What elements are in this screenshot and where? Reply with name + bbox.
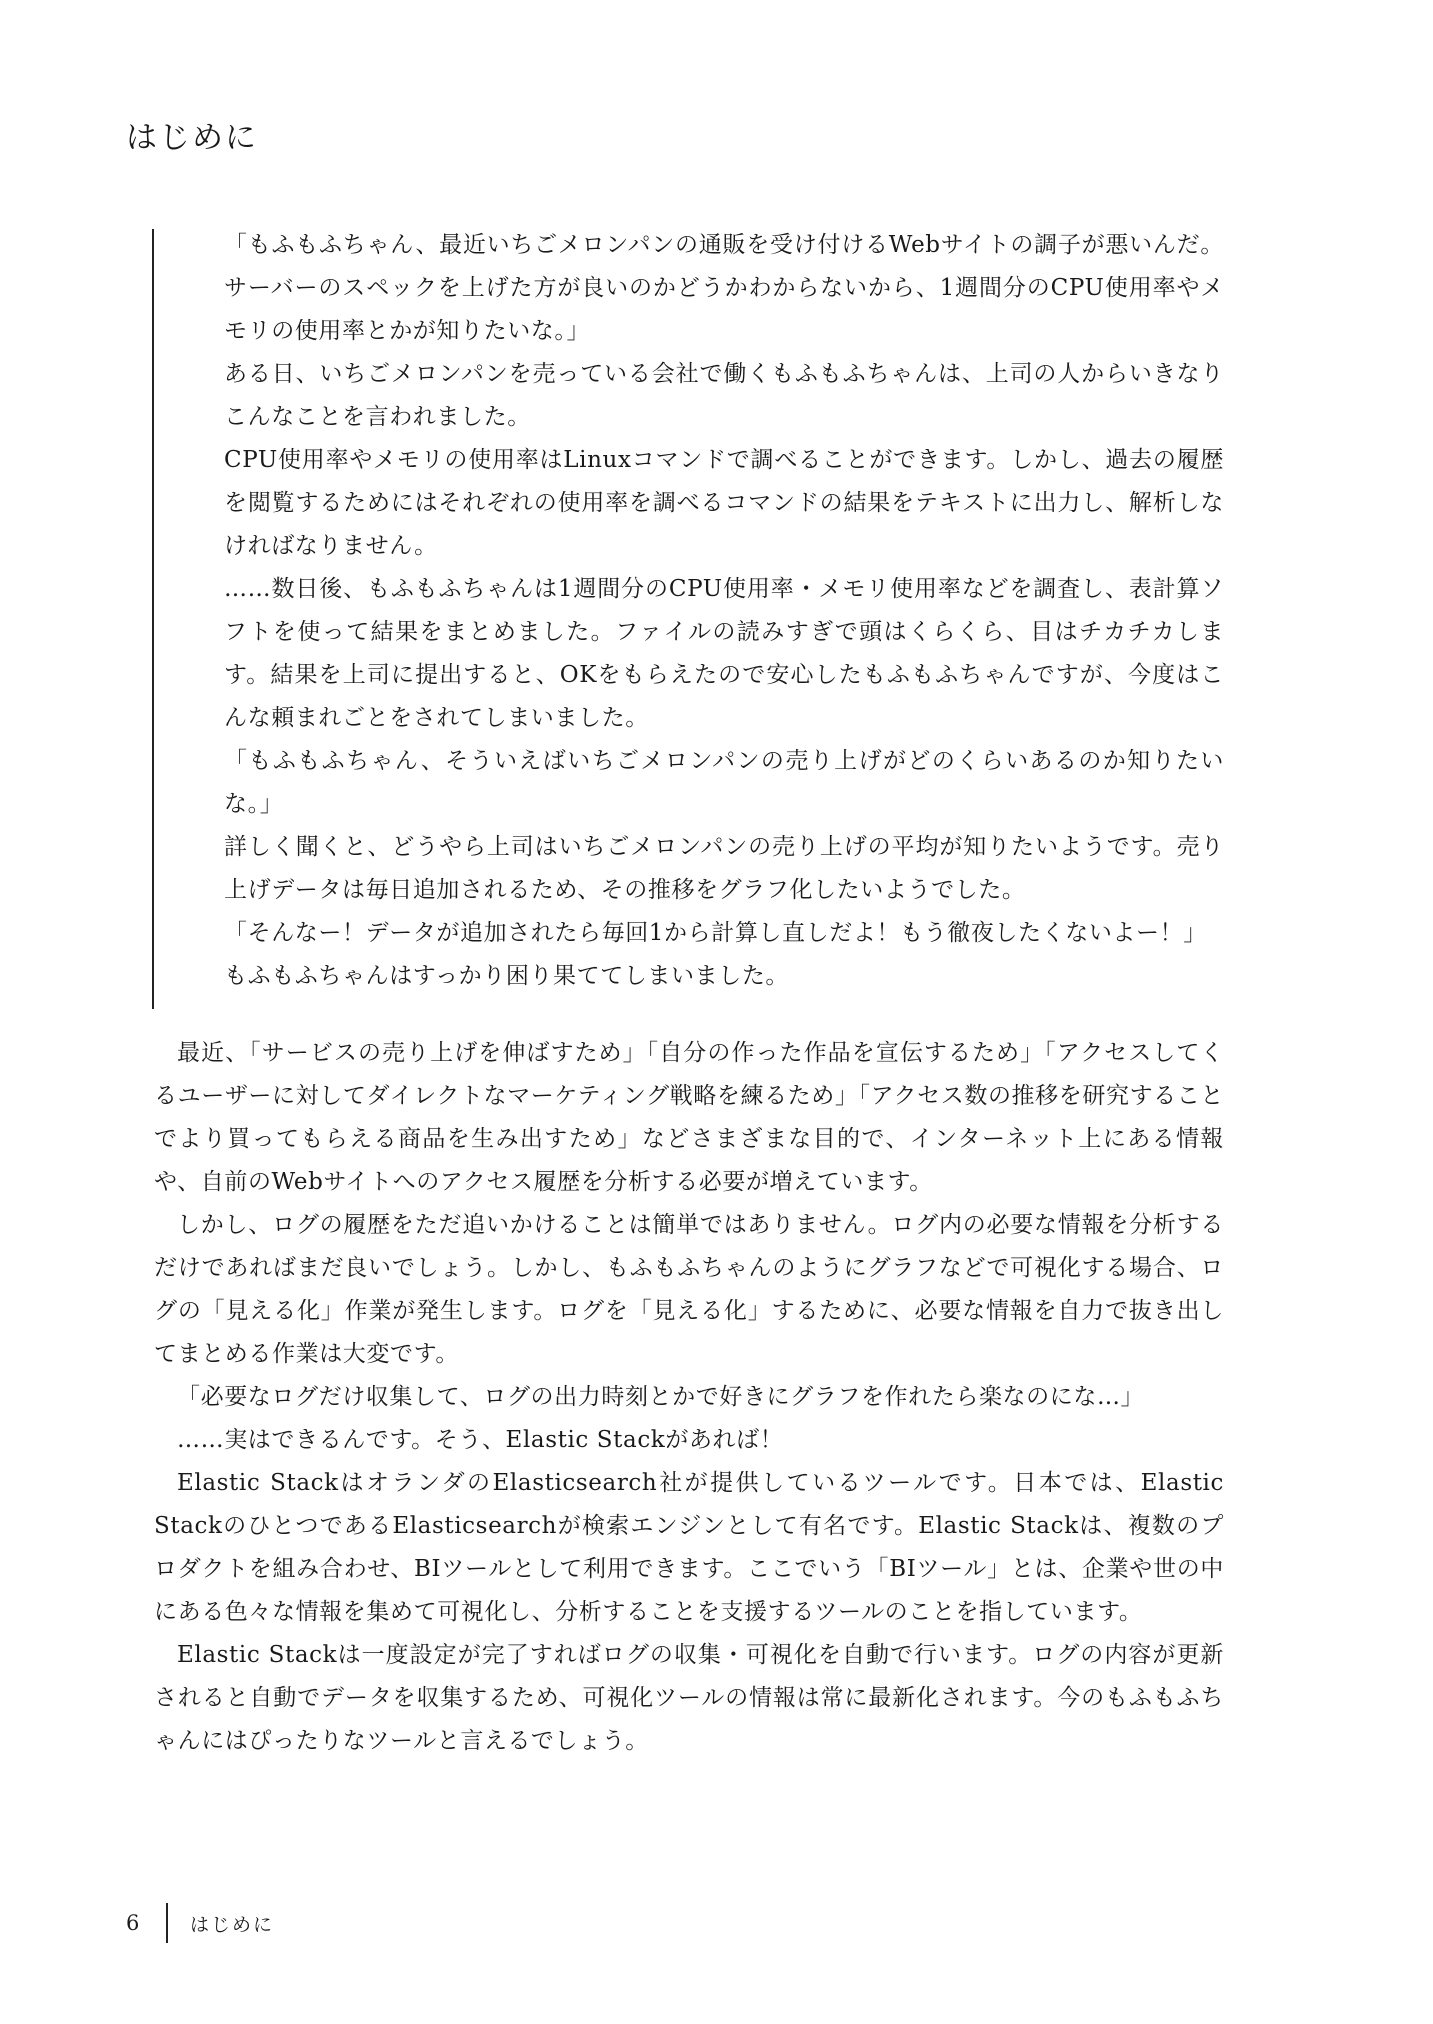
body-paragraph: しかし、ログの履歴をただ追いかけることは簡単ではありません。ログ内の必要な情報を分析するだけであればまだ良いでしょう。しかし、もふもふちゃんのようにグラフなどで可視化する場合、ログの「見える化」作業が発生します。ログを「見える化」するために、必要な情報を自力で抜き出してまとめる作業は大変です。 xyxy=(154,1212,1224,1367)
footer-divider xyxy=(166,1903,168,1943)
page-footer xyxy=(126,1902,274,1944)
running-head: はじめに xyxy=(190,1913,275,1936)
body-paragraph: Elastic StackはオランダのElasticsearch社が提供しているツールです。日本では、Elastic StackのひとつであるElasticsearchが検索エンジンとして有名です。Elastic Stackは、複数のプロダクトを組み合わせ、BIツールとして利用できます。ここでいう「BIツール」とは、企業や世の中にある色々な情報を集めて可視化し、分析することを支援するツールのことを指しています。 xyxy=(154,1470,1224,1625)
page-title: はじめに xyxy=(126,120,258,156)
body-text xyxy=(154,1032,1224,1763)
body-paragraph: ……実はできるんです。そう、Elastic Stackがあれば！ xyxy=(177,1427,784,1453)
quote-paragraph: ある日、いちごメロンパンを売っている会社で働くもふもふちゃんは、上司の人からいきなりこんなことを言われました。 xyxy=(224,361,1224,430)
body-paragraph: 最近、「サービスの売り上げを伸ばすため」「自分の作った作品を宣伝するため」「アクセスしてくるユーザーに対してダイレクトなマーケティング戦略を練るため」「アクセス数の推移を研究することでより買ってもらえる商品を生み出すため」などさまざまな目的で、インターネット上にある情報や、自前のWebサイトへのアクセス履歴を分析する必要が増えています。 xyxy=(154,1040,1224,1195)
quote-paragraph: もふもふちゃんはすっかり困り果ててしまいました。 xyxy=(224,963,790,989)
quote-paragraph: 「もふもふちゃん、そういえばいちごメロンパンの売り上げがどのくらいあるのか知りたいな。」 xyxy=(224,748,1224,817)
quote-paragraph: 「もふもふちゃん、最近いちごメロンパンの通販を受け付けるWebサイトの調子が悪いんだ。サーバーのスペックを上げた方が良いのかどうかわからないから、1週間分のCPU使用率やメモリの使用率とかが知りたいな。」 xyxy=(224,232,1224,344)
body-paragraph: Elastic Stackは一度設定が完了すればログの収集・可視化を自動で行います。ログの内容が更新されると自動でデータを収集するため、可視化ツールの情報は常に最新化されます。今のもふもふちゃんにはぴったりなツールと言えるでしょう。 xyxy=(154,1642,1224,1754)
quote-paragraph: 詳しく聞くと、どうやら上司はいちごメロンパンの売り上げの平均が知りたいようです。売り上げデータは毎日追加されるため、その推移をグラフ化したいようでした。 xyxy=(224,834,1224,903)
quote-paragraph: CPU使用率やメモリの使用率はLinuxコマンドで調べることができます。しかし、過去の履歴を閲覧するためにはそれぞれの使用率を調べるコマンドの結果をテキストに出力し、解析しなければなりません。 xyxy=(224,447,1224,559)
quote-paragraph: ……数日後、もふもふちゃんは1週間分のCPU使用率・メモリ使用率などを調査し、表計算ソフトを使って結果をまとめました。ファイルの読みすぎで頭はくらくら、目はチカチカします。結果を上司に提出すると、OKをもらえたので安心したもふもふちゃんですが、今度はこんな頼まれごとをされてしまいました。 xyxy=(224,576,1224,731)
body-paragraph: 「必要なログだけ収集して、ログの出力時刻とかで好きにグラフを作れたら楽なのにな…」 xyxy=(177,1384,1145,1410)
quote-bar xyxy=(152,229,154,1009)
quote-block xyxy=(224,224,1224,998)
quote-paragraph: 「そんなー！データが追加されたら毎回1から計算し直しだよ！もう徹夜したくないよー！」 xyxy=(224,920,1207,946)
page-number: 6 xyxy=(126,1911,140,1935)
